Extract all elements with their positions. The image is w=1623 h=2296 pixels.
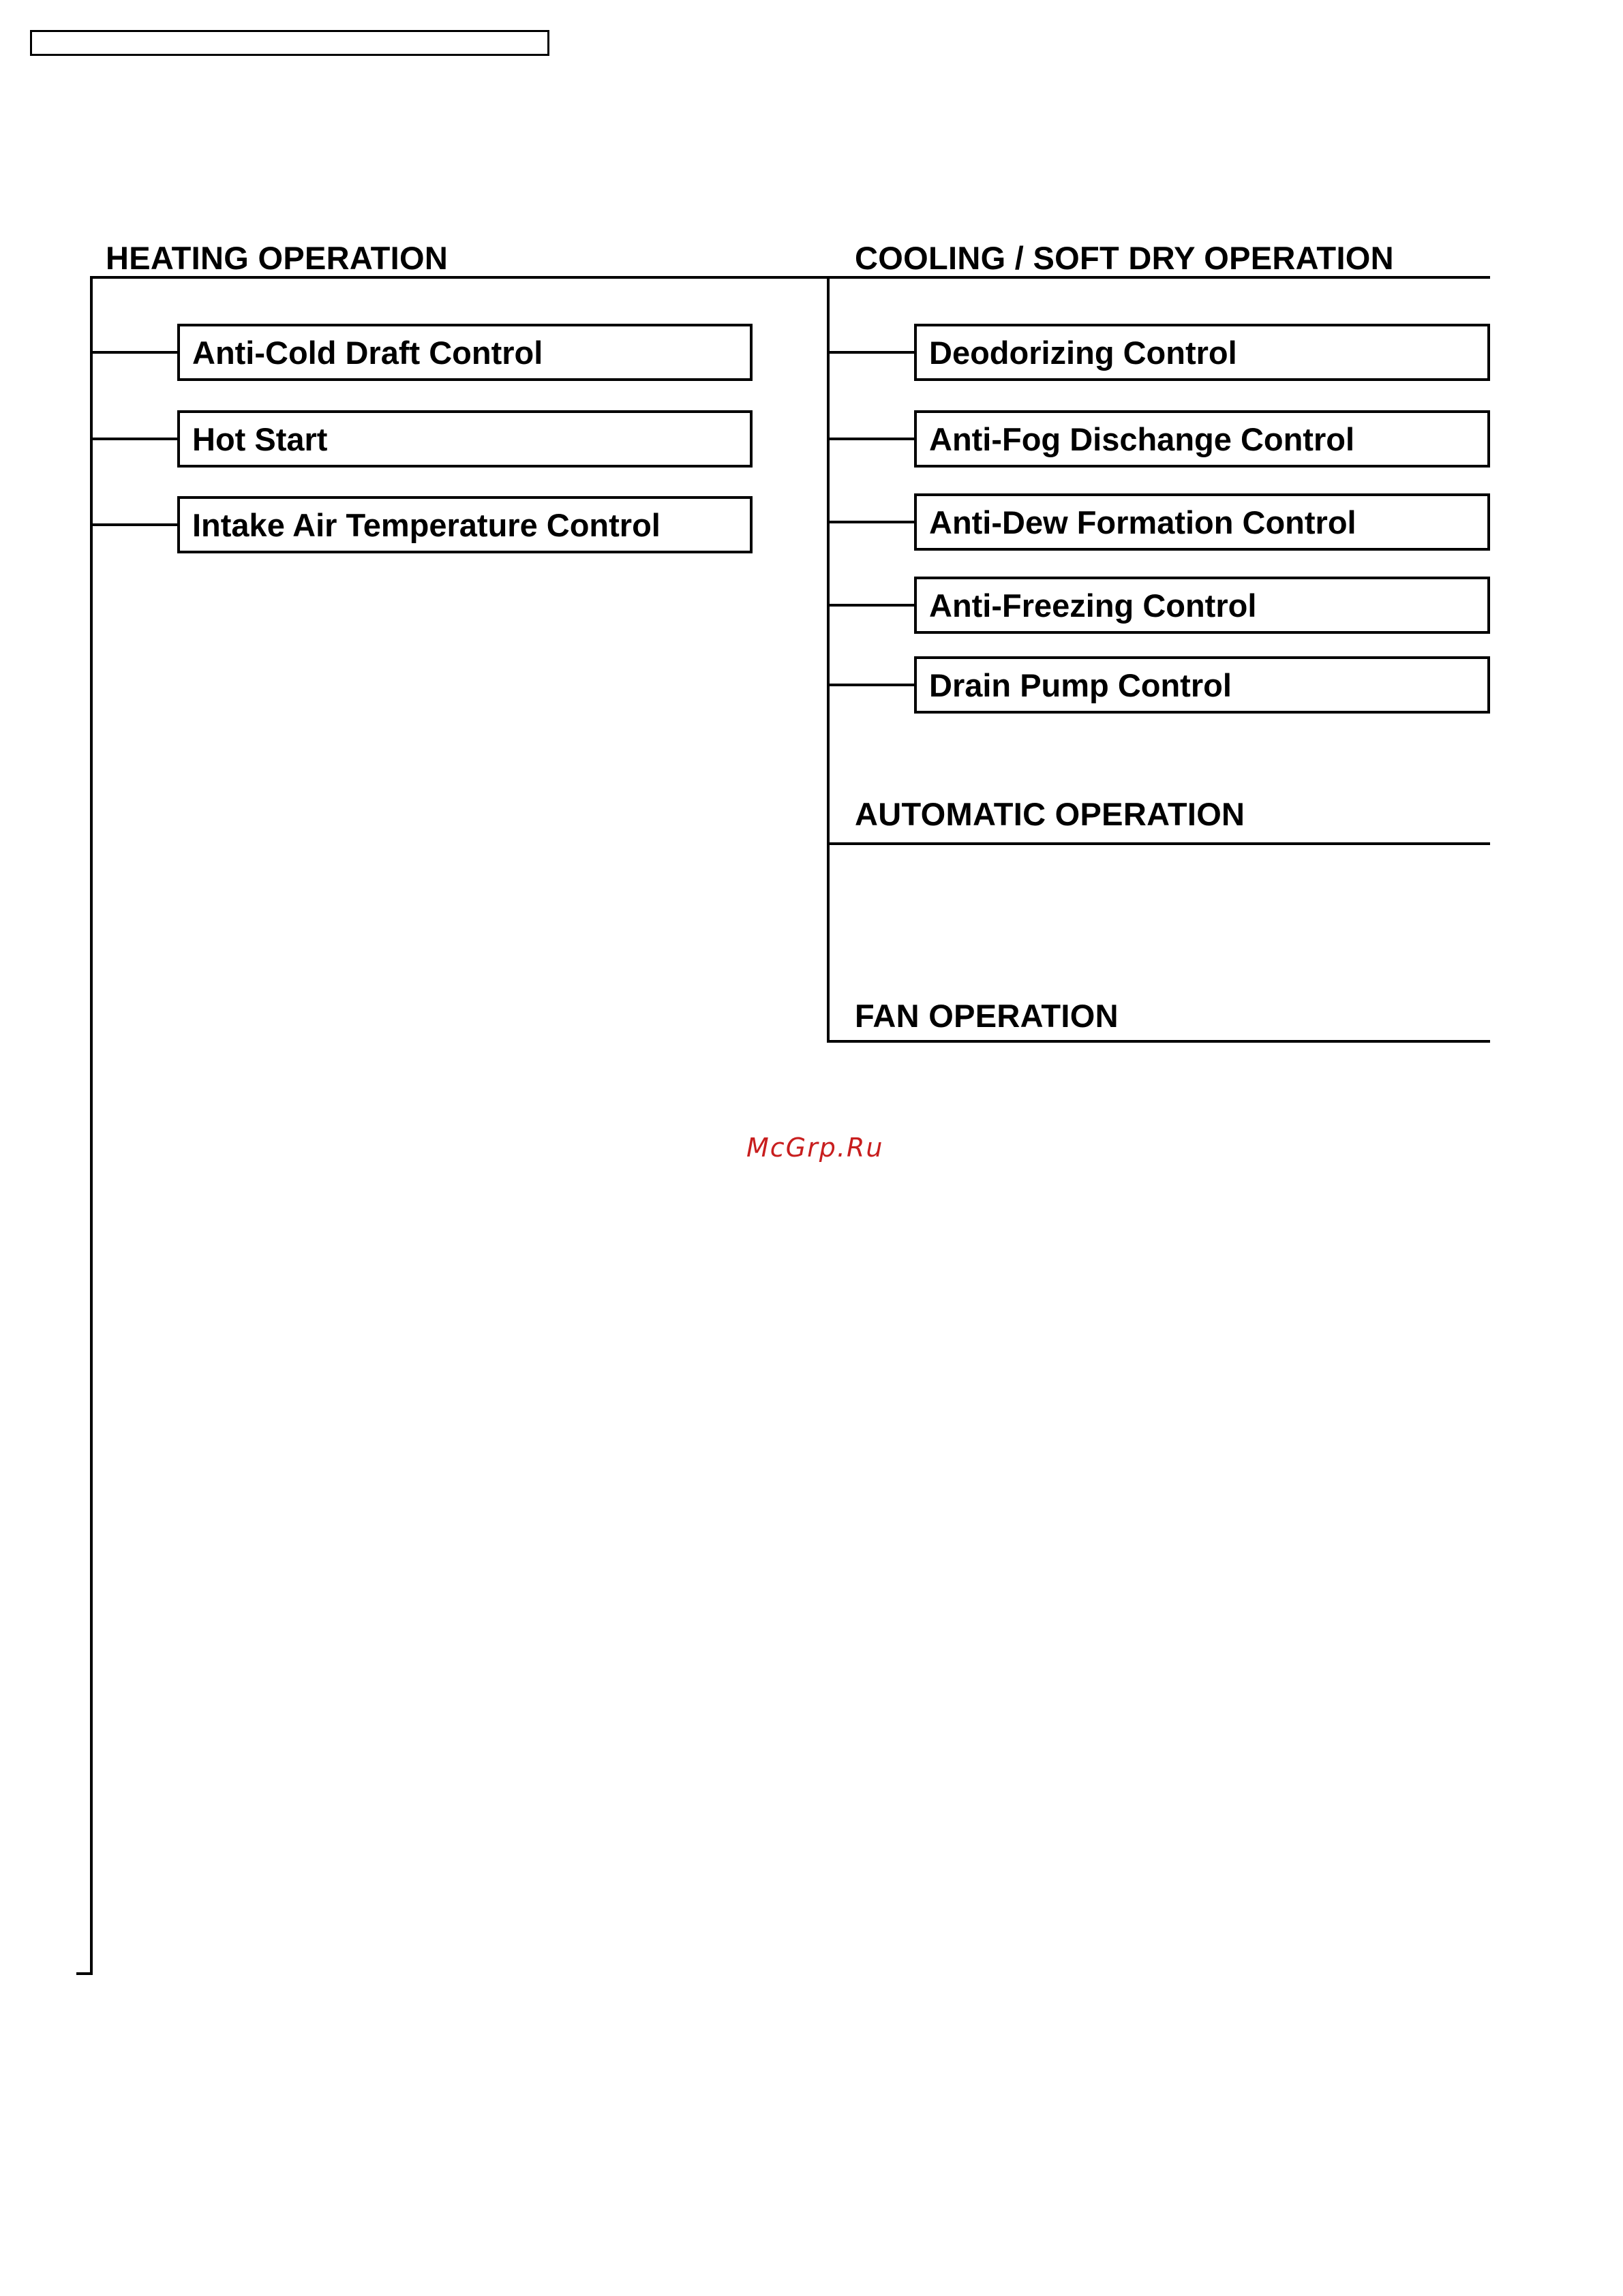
anti-dew-formation-control-box: Anti-Dew Formation Control xyxy=(914,493,1490,551)
cooling-connector-4 xyxy=(827,604,915,607)
drain-pump-control-box: Drain Pump Control xyxy=(914,656,1490,714)
anti-freezing-control-box: Anti-Freezing Control xyxy=(914,577,1490,634)
deodorizing-control-box: Deodorizing Control xyxy=(914,324,1490,381)
watermark-text: McGrp.Ru xyxy=(746,1133,884,1163)
fan-divider-line xyxy=(827,1040,1490,1043)
heating-trunk-line xyxy=(90,276,93,1975)
cooling-connector-3 xyxy=(827,521,915,523)
top-divider-line xyxy=(90,276,1490,279)
cooling-trunk-line xyxy=(827,276,830,1043)
anti-cold-draft-control-box: Anti-Cold Draft Control xyxy=(177,324,753,381)
trunk-foot-line xyxy=(76,1972,93,1975)
cooling-connector-5 xyxy=(827,684,915,686)
document-header-box xyxy=(30,30,549,56)
cooling-connector-1 xyxy=(827,351,915,354)
fan-operation-title: FAN OPERATION xyxy=(855,998,1119,1034)
heating-connector-2 xyxy=(90,438,179,440)
hot-start-box: Hot Start xyxy=(177,410,753,468)
heating-connector-3 xyxy=(90,523,179,526)
cooling-connector-2 xyxy=(827,438,915,440)
heating-operation-title: HEATING OPERATION xyxy=(106,240,449,276)
heating-connector-1 xyxy=(90,351,179,354)
anti-fog-discharge-control-box: Anti-Fog Dischange Control xyxy=(914,410,1490,468)
automatic-divider-line xyxy=(827,842,1490,845)
cooling-operation-title: COOLING / SOFT DRY OPERATION xyxy=(855,240,1394,276)
automatic-operation-title: AUTOMATIC OPERATION xyxy=(855,796,1245,832)
intake-air-temperature-control-box: Intake Air Temperature Control xyxy=(177,496,753,553)
